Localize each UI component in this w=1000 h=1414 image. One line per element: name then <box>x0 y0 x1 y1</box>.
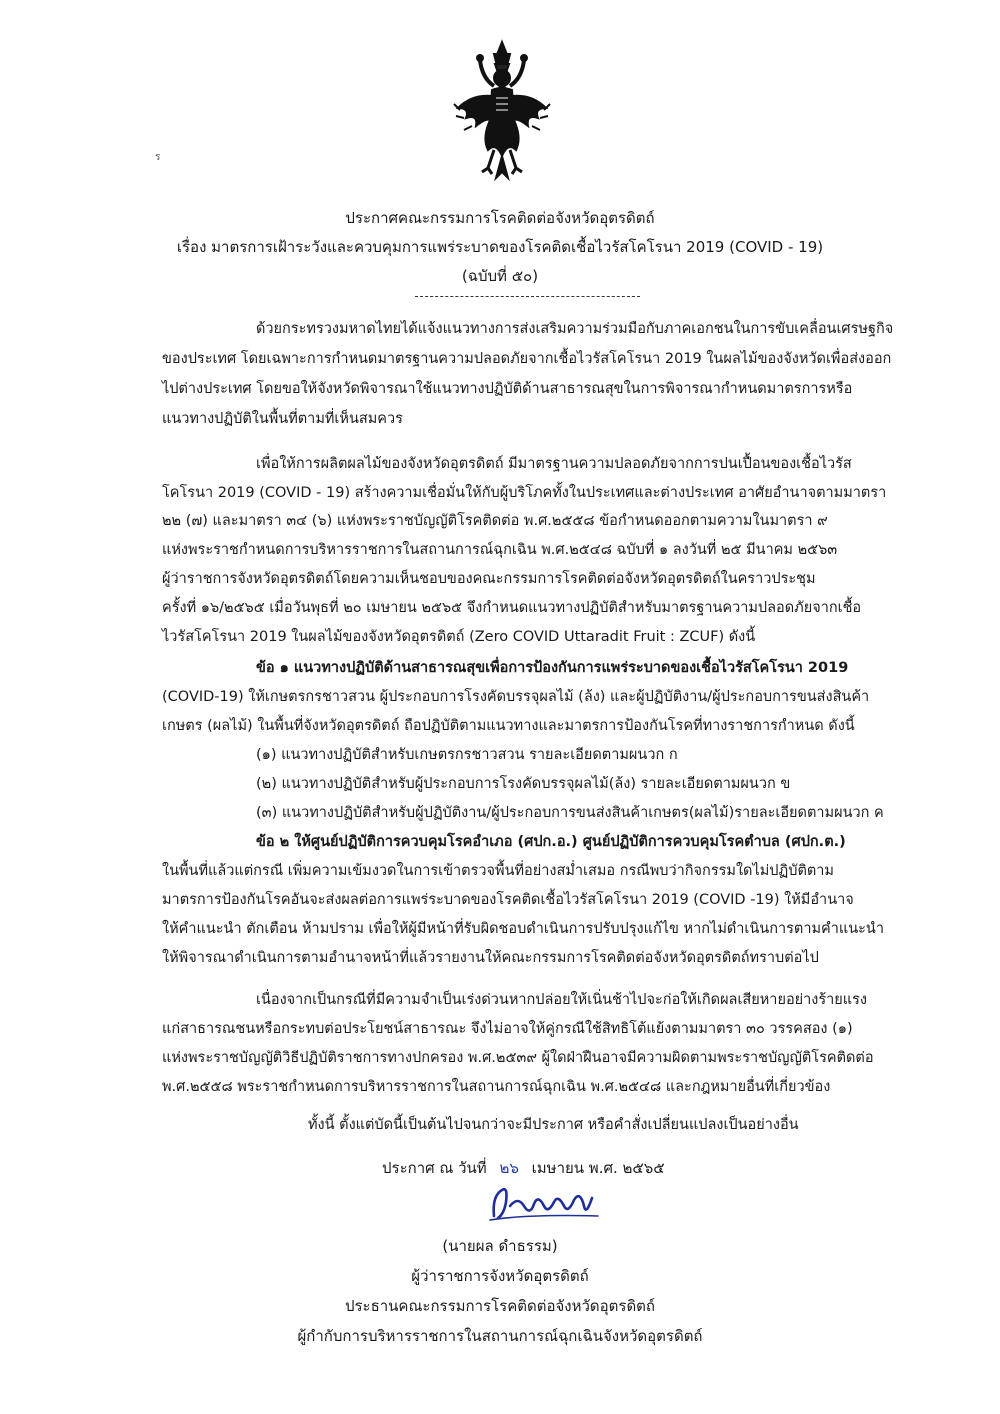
list-item: (๒) แนวทางปฏิบัติสำหรับผู้ประกอบการโรงคัดบรรจุผลไม้(ล้ง) รายละเอียดตามผนวก ข <box>256 776 791 792</box>
list-item: (๑) แนวทางปฏิบัติสำหรับเกษตรกรชาวสวน รายละเอียดตามผนวก ก <box>256 747 678 763</box>
clause-heading: ข้อ ๒ ให้ศูนย์ปฏิบัติการควบคุมโรคอำเภอ (ศปก.อ.) ศูนย์ปฏิบัติการควบคุมโรคตำบล (ศปก.ต.) <box>256 834 846 850</box>
body-line: ให้พิจารณาดำเนินการตามอำนาจหน้าที่แล้วรายงานให้คณะกรรมการโรคติดต่อจังหวัดอุตรดิตถ์ทราบต่อไป <box>162 950 819 966</box>
signer-position: ประธานคณะกรรมการโรคติดต่อจังหวัดอุตรดิตถ์ <box>344 1297 656 1315</box>
body-line: โคโรนา 2019 (COVID - 19) สร้างความเชื่อมั่นให้กับผู้บริโภคทั้งในประเทศและต่างประเทศ อาศัยอำนาจตามมาตรา <box>162 485 887 501</box>
body-line: ด้วยกระทรวงมหาดไทยได้แจ้งแนวทางการส่งเสริมความร่วมมือกับภาคเอกชนในการขับเคลื่อนเศรษฐกิจ <box>256 321 894 337</box>
body-line: แห่งพระราชกำหนดการบริหารราชการในสถานการณ์ฉุกเฉิน พ.ศ.๒๕๔๘ ฉบับที่ ๑ ลงวันที่ ๒๕ มีนาคม ๒๕๖๓ <box>162 542 838 558</box>
announce-month-year: เมษายน พ.ศ. ๒๕๖๕ <box>531 1159 665 1177</box>
garuda-emblem-icon <box>452 38 552 184</box>
effective-clause: ทั้งนี้ ตั้งแต่บัดนี้เป็นต้นไปจนกว่าจะมีประกาศ หรือคำสั่งเปลี่ยนแปลงเป็นอย่างอื่น <box>308 1117 799 1133</box>
stray-mark: ร <box>155 152 161 163</box>
signer-position: ผู้ว่าราชการจังหวัดอุตรดิตถ์ <box>411 1267 589 1285</box>
signer-name: (นายผล ดำธรรม) <box>442 1237 558 1255</box>
doc-issue-no: (ฉบับที่ ๕๐) <box>461 267 539 285</box>
signer-position: ผู้กำกับการบริหารราชการในสถานการณ์ฉุกเฉินจังหวัดอุตรดิตถ์ <box>297 1327 703 1345</box>
signature-mark <box>488 1176 608 1224</box>
clause-heading: ข้อ ๑ แนวทางปฏิบัติด้านสาธารณสุขเพื่อการป้องกันการแพร่ระบาดของเชื้อไวรัสโคโรนา 2019 <box>256 660 849 676</box>
list-item: (๓) แนวทางปฏิบัติสำหรับผู้ปฏิบัติงาน/ผู้ประกอบการขนส่งสินค้าเกษตร(ผลไม้)รายละเอียดตามผนวก ค <box>256 805 884 821</box>
body-line: เกษตร (ผลไม้) ในพื้นที่จังหวัดอุตรดิตถ์ ถือปฏิบัติตามแนวทางและมาตรการป้องกันโรคที่ทางราชการกำหนด ดังนี้ <box>162 718 855 734</box>
body-line: ไปต่างประเทศ โดยขอให้จังหวัดพิจารณาใช้แนวทางปฏิบัติด้านสาธารณสุขในการพิจารณากำหนดมาตรการหรือ <box>162 381 853 397</box>
body-line: ในพื้นที่แล้วแต่กรณี เพิ่มความเข้มงวดในการเข้าตรวจพื้นที่อย่างสม่ำเสมอ กรณีพบว่ากิจกรรมใดไม่ปฏิบัติตาม <box>162 863 834 879</box>
body-line: ให้คำแนะนำ ตักเตือน ห้ามปราม เพื่อให้ผู้มีหน้าที่รับผิดชอบดำเนินการปรับปรุงแก้ไข หากไม่ดำเนินการตามคำแนะนำ <box>162 921 884 937</box>
body-line: แห่งพระราชบัญญัติวิธีปฏิบัติราชการทางปกครอง พ.ศ.๒๕๓๙ ผู้ใดฝ่าฝืนอาจมีความผิดตามพระราชบัญญัติโรคติดต่อ <box>162 1050 874 1066</box>
divider <box>415 296 640 297</box>
body-line: แนวทางปฏิบัติในพื้นที่ตามที่เห็นสมควร <box>162 411 403 427</box>
doc-title: ประกาศคณะกรรมการโรคติดต่อจังหวัดอุตรดิตถ์ <box>345 209 655 227</box>
announce-label: ประกาศ ณ วันที่ <box>382 1159 487 1177</box>
body-line: ของประเทศ โดยเฉพาะการกำหนดมาตรฐานความปลอดภัยจากเชื้อไวรัสโคโรนา 2019 ในผลไม้ของจังหวัดเพื่อส่งออก <box>162 351 892 367</box>
doc-subject: เรื่อง มาตรการเฝ้าระวังและควบคุมการแพร่ระบาดของโรคติดเชื้อไวรัสโคโรนา 2019 (COVID - 19) <box>176 238 824 256</box>
body-line: (COVID-19) ให้เกษตรกรชาวสวน ผู้ประกอบการโรงคัดบรรจุผลไม้ (ล้ง) และผู้ปฏิบัติงาน/ผู้ประกอบการขนส่งสินค้า <box>162 689 870 705</box>
body-line: ครั้งที่ ๑๖/๒๕๖๕ เมื่อวันพุธที่ ๒๐ เมษายน ๒๕๖๕ จึงกำหนดแนวทางปฏิบัติสำหรับมาตรฐานความปลอดภัยจากเชื้อ <box>162 600 862 616</box>
body-line: เพื่อให้การผลิตผลไม้ของจังหวัดอุตรดิตถ์ มีมาตรฐานความปลอดภัยจากการปนเปื้อนของเชื้อไวรัส <box>256 456 852 472</box>
body-line: ผู้ว่าราชการจังหวัดอุตรดิตถ์โดยความเห็นชอบของคณะกรรมการโรคติดต่อจังหวัดอุตรดิตถ์ในคราวประชุม <box>162 571 816 587</box>
body-line: แก่สาธารณชนหรือกระทบต่อประโยชน์สาธารณะ จึงไม่อาจให้คู่กรณีใช้สิทธิโต้แย้งตามมาตรา ๓๐ วรรคสอง (๑) <box>162 1021 853 1037</box>
body-line: พ.ศ.๒๕๕๘ พระราชกำหนดการบริหารราชการในสถานการณ์ฉุกเฉิน พ.ศ.๒๕๔๘ และกฎหมายอื่นที่เกี่ยวข้อง <box>162 1079 831 1095</box>
announce-day: ๒๖ <box>499 1159 519 1177</box>
body-line: มาตรการป้องกันโรคอันจะส่งผลต่อการแพร่ระบาดของโรคติดเชื้อไวรัสโคโรนา 2019 (COVID -19) ให้มีอำนาจ <box>162 892 854 908</box>
body-line: เนื่องจากเป็นกรณีที่มีความจำเป็นเร่งด่วนหากปล่อยให้เนิ่นช้าไปจะก่อให้เกิดผลเสียหายอย่างร้ายแรง <box>256 992 868 1008</box>
body-line: ไวรัสโคโรนา 2019 ในผลไม้ของจังหวัดอุตรดิตถ์ (Zero COVID Uttaradit Fruit : ZCUF) ดังนี้ <box>162 629 756 645</box>
body-line: ๒๒ (๗) และมาตรา ๓๔ (๖) แห่งพระราชบัญญัติโรคติดต่อ พ.ศ.๒๕๕๘ ข้อกำหนดออกตามความในมาตรา ๙ <box>162 513 828 529</box>
